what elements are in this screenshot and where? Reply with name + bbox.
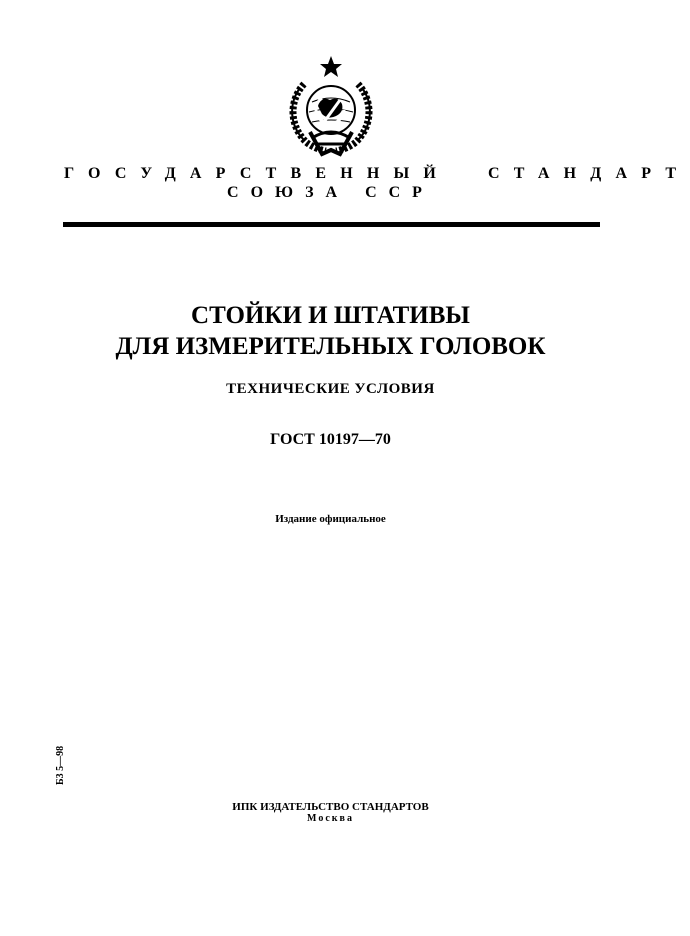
header-state-standard [64, 165, 690, 183]
gost-number: ГОСТ 10197—70 [270, 431, 391, 448]
edition-label: Издание официальное [275, 513, 386, 525]
publisher-name: ИПК ИЗДАТЕЛЬСТВО СТАНДАРТОВ [232, 801, 429, 813]
document-title-line1: СТОЙКИ И ШТАТИВЫ [191, 302, 470, 329]
header-word-standard: СТАНДАРТ [488, 165, 690, 182]
document-subtitle: ТЕХНИЧЕСКИЕ УСЛОВИЯ [226, 381, 435, 397]
document-title [0, 300, 661, 362]
publisher-city: Москва [307, 813, 354, 824]
header-divider [63, 222, 600, 227]
ussr-state-emblem-icon [282, 54, 380, 158]
document-title-line2: ДЛЯ ИЗМЕРИТЕЛЬНЫХ ГОЛОВОК [115, 333, 546, 360]
header-word-state: ГОСУДАРСТВЕННЫЙ [64, 165, 451, 182]
side-code: Б3 5—98 [55, 745, 66, 785]
header-ussr: СОЮЗА ССР [227, 184, 434, 201]
